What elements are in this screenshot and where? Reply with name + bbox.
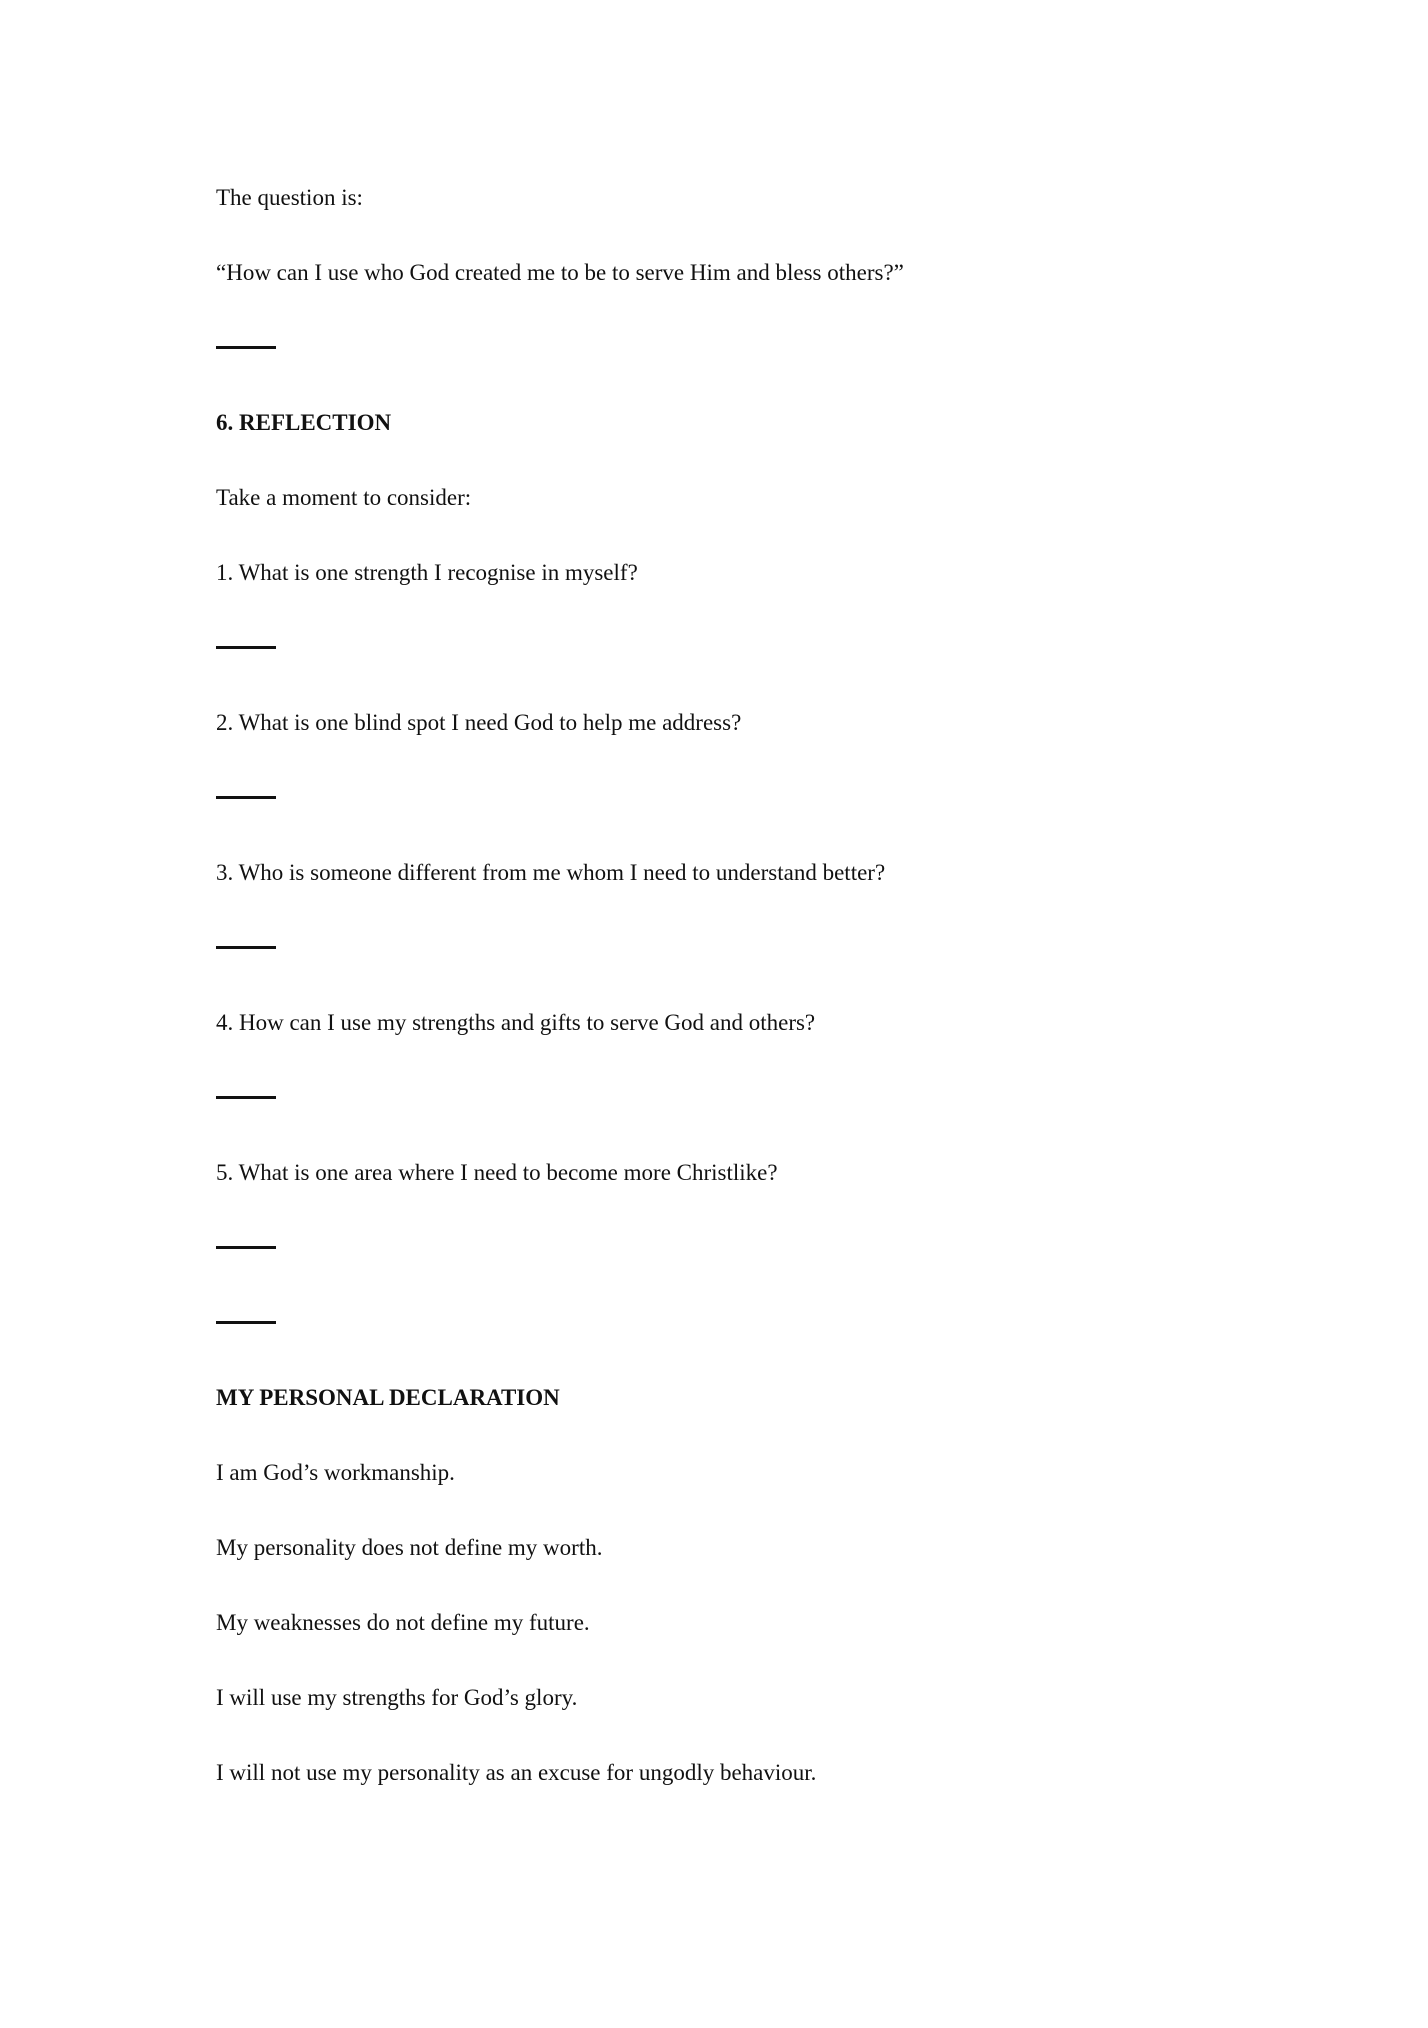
declaration-line-2: My personality does not define my worth. bbox=[216, 1535, 603, 1560]
declaration-heading: MY PERSONAL DECLARATION bbox=[216, 1385, 560, 1410]
answer-line-2 bbox=[216, 796, 276, 799]
answer-line-5 bbox=[216, 1246, 276, 1249]
reflection-question-4: 4. How can I use my strengths and gifts to serve God and others? bbox=[216, 1010, 816, 1035]
answer-line-4 bbox=[216, 1096, 276, 1099]
reflection-heading: 6. REFLECTION bbox=[216, 410, 392, 435]
reflection-question-5: 5. What is one area where I need to become more Christlike? bbox=[216, 1160, 778, 1185]
reflection-question-1: 1. What is one strength I recognise in myself? bbox=[216, 560, 638, 585]
section-divider bbox=[216, 346, 276, 349]
declaration-line-5: I will not use my personality as an excuse for ungodly behaviour. bbox=[216, 1760, 817, 1785]
reflection-question-2: 2. What is one blind spot I need God to help me address? bbox=[216, 710, 742, 735]
declaration-line-1: I am God’s workmanship. bbox=[216, 1460, 455, 1485]
answer-line-1 bbox=[216, 646, 276, 649]
declaration-line-3: My weaknesses do not define my future. bbox=[216, 1610, 590, 1635]
reflection-question-3: 3. Who is someone different from me whom I need to understand better? bbox=[216, 860, 886, 885]
reflection-prompt: Take a moment to consider: bbox=[216, 485, 472, 510]
answer-line-3 bbox=[216, 946, 276, 949]
section-divider bbox=[216, 1321, 276, 1324]
intro-quote: “How can I use who God created me to be to serve Him and bless others?” bbox=[216, 260, 904, 285]
declaration-line-4: I will use my strengths for God’s glory. bbox=[216, 1685, 578, 1710]
intro-label: The question is: bbox=[216, 185, 363, 210]
